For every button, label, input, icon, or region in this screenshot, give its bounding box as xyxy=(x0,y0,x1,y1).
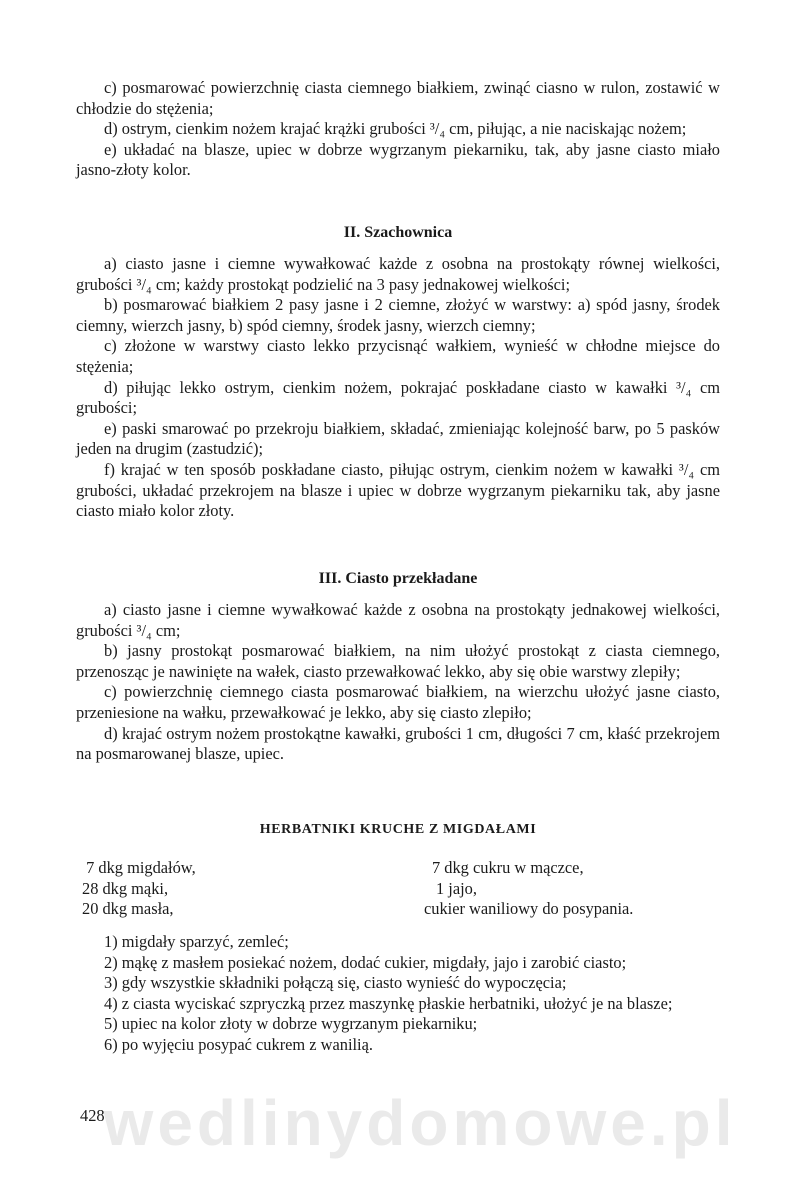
section-3-step-b: b) jasny prostokąt posmarować białkiem, na nim ułożyć prostokąt z ciasta ciemnego, przenosząc je nawinięte na wałek, ciasto przewałkować lekko, aby się obie warstwy zlepiły; xyxy=(76,641,720,681)
ingredient-item: 28 dkg mąki, xyxy=(82,878,169,898)
section-3-title: III. Ciasto przekładane xyxy=(318,570,478,587)
recipe-step-2: 2) mąkę z masłem posiekać nożem, dodać cukier, migdały, jajo i zarobić ciasto; xyxy=(104,952,627,972)
section-2-title: II. Szachownica xyxy=(343,224,453,241)
ingredients-left xyxy=(82,858,196,920)
ingredient-item: cukier waniliowy do posypania. xyxy=(424,899,634,919)
intro-step-d: d) ostrym, cienkim nożem krajać krążki grubości ³/₄ cm, piłując, a nie naciskając nożem; xyxy=(104,119,687,139)
section-2-step-a: a) ciasto jasne i ciemne wywałkować każde z osobna na prostokąty równej wielkości, grubości ³/₄ cm; każdy prostokąt podzielić na 3 pasy jednakowej wielkości; xyxy=(76,254,720,294)
section-3-step-c: c) powierzchnię ciemnego ciasta posmarować białkiem, na wierzchu ułożyć jasne ciasto, przeniesione na wałku, przewałkować je lekko, aby się ciasto zlepiło; xyxy=(76,682,720,722)
section-2-step-f: f) krajać w ten sposób poskładane ciasto, piłując ostrym, cienkim nożem w kawałki ³/₄ cm grubości, układać przekrojem na blasze i upiec w dobrze wygrzanym piekarniku tak, aby jasne ciasto miało kolor złoty. xyxy=(76,459,720,521)
ingredient-item: 1 jajo, xyxy=(436,878,477,898)
intro-step-e: e) układać na blasze, upiec w dobrze wygrzanym piekarniku, tak, aby jasne ciasto miało jasno-złoty kolor. xyxy=(76,139,720,180)
intro-steps xyxy=(76,78,720,181)
section-2-step-d: d) piłując lekko ostrym, cienkim nożem, pokrajać poskładane ciasto w kawałki ³/₄ cm grubości; xyxy=(76,377,720,418)
section-2-step-c: c) złożone w warstwy ciasto lekko przycisnąć wałkiem, wynieść w chłodne miejsce do stężenia; xyxy=(76,336,720,376)
ingredient-item: 7 dkg migdałów, xyxy=(82,858,196,877)
recipe-step-5: 5) upiec na kolor złoty w dobrze wygrzanym piekarniku; xyxy=(104,1014,478,1034)
ingredient-item: 7 dkg cukru w mączce, xyxy=(432,858,584,877)
section-2-step-e: e) paski smarować po przekroju białkiem, składać, zmieniając kolejność barw, po 5 pasków jeden na drugim (zastudzić); xyxy=(76,418,720,459)
recipe-step-1: 1) migdały sparzyć, zemleć; xyxy=(104,932,289,951)
page-number: 428 xyxy=(80,1106,105,1125)
section-3-step-a: a) ciasto jasne i ciemne wywałkować każde z osobna na prostokąty jednakowej wielkości, grubości ³/₄ cm; xyxy=(76,600,720,640)
recipe-steps xyxy=(76,932,720,1056)
watermark: wedlinydomowe.pl xyxy=(103,1087,737,1159)
section-2-step-b: b) posmarować białkiem 2 pasy jasne i 2 ciemne, złożyć w warstwy: a) spód jasny, środek ciemny, wierzch jasny, b) spód ciemny, środek jasny, wierzch ciemny; xyxy=(76,295,720,335)
section-3-steps xyxy=(76,600,720,765)
recipe-step-4: 4) z ciasta wyciskać szpryczką przez maszynkę płaskie herbatniki, ułożyć je na blasze; xyxy=(104,993,673,1013)
intro-step-c: c) posmarować powierzchnię ciasta ciemnego białkiem, zwinąć ciasno w rulon, zostawić w chłodzie do stężenia; xyxy=(76,78,720,118)
ingredient-item: 20 dkg masła, xyxy=(82,899,174,919)
recipe-title: HERBATNIKI KRUCHE Z MIGDAŁAMI xyxy=(259,822,537,837)
recipe-step-3: 3) gdy wszystkie składniki połączą się, ciasto wynieść do wypoczęcia; xyxy=(104,973,567,993)
ingredients-right xyxy=(424,858,633,920)
section-2-steps xyxy=(76,254,720,522)
section-3-step-d: d) krajać ostrym nożem prostokątne kawałki, grubości 1 cm, długości 7 cm, kłaść przekrojem na posmarowanej blasze, upiec. xyxy=(76,723,720,764)
recipe-step-6: 6) po wyjęciu posypać cukrem z wanilią. xyxy=(104,1034,373,1054)
